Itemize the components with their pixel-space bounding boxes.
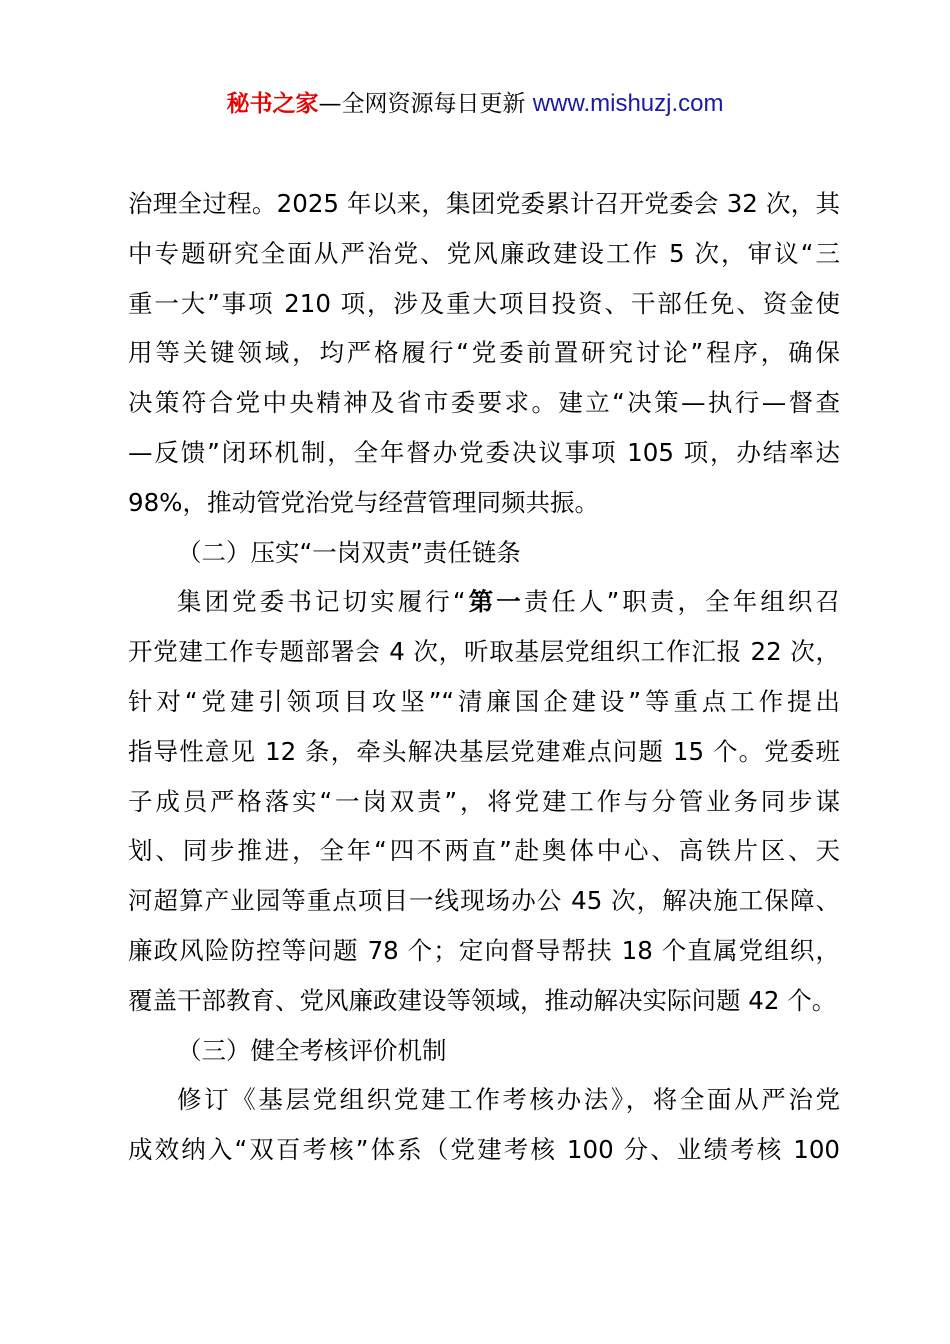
text-line: 成效纳入“双百考核”体系（党建考核 100 分、业绩考核 100 xyxy=(128,1135,840,1165)
text-line: 重一大”事项 210 项，涉及重大项目投资、干部任免、资金使 xyxy=(128,288,840,318)
text-line: —反馈”闭环机制，全年督办党委决议事项 105 项，办结率达 xyxy=(128,437,840,467)
text-line: 指导性意见 12 条，牵头解决基层党建难点问题 15 个。党委班 xyxy=(128,736,840,766)
section-heading-2: （二）压实“一岗双责”责任链条 xyxy=(177,537,521,567)
text-line: 开党建工作专题部署会 4 次，听取基层党组织工作汇报 22 次， xyxy=(128,637,840,667)
site-header xyxy=(0,88,950,120)
site-url-link[interactable]: www.mishuzj.com xyxy=(532,90,724,117)
text-line-first xyxy=(128,584,840,634)
text-segment: 集团党委书记切实履行“ xyxy=(177,587,466,617)
text-line: 修订《基层党组织党建工作考核办法》，将全面从严治党 xyxy=(177,1085,840,1115)
text-line: 针对“党建引领项目攻坚”“清廉国企建设”等重点工作提出 xyxy=(128,686,840,716)
header-slogan: —全网资源每日更新 xyxy=(318,91,533,117)
text-line: 98%，推动管党治党与经营管理同频共振。 xyxy=(128,487,599,517)
text-line: 河超算产业园等重点项目一线现场办公 45 次，解决施工保障、 xyxy=(128,886,840,916)
text-line: 覆盖干部教育、党风廉政建设等领域，推动解决实际问题 42 个。 xyxy=(128,985,837,1015)
text-segment: 责任人”职责，全年组织召 xyxy=(523,587,840,617)
brand-name: 秘书之家 xyxy=(226,91,319,117)
document-body xyxy=(128,186,840,1182)
text-line: 决策符合党中央精神及省市委要求。建立“决策—执行—督查 xyxy=(128,388,840,418)
text-line: 治理全过程。2025 年以来，集团党委累计召开党委会 32 次，其 xyxy=(128,189,840,218)
bold-text: 第一 xyxy=(465,587,524,617)
text-line: 中专题研究全面从严治党、党风廉政建设工作 5 次，审议“三 xyxy=(128,238,840,268)
text-line: 子成员严格落实“一岗双责”，将党建工作与分管业务同步谋 xyxy=(128,786,840,816)
section-heading-3: （三）健全考核评价机制 xyxy=(177,1035,447,1065)
paragraph-assessment xyxy=(128,1082,840,1182)
text-line: 划、同步推进，全年“四不两直”赴奥体中心、高铁片区、天 xyxy=(128,836,840,866)
text-line: 用等关键领域，均严格履行“党委前置研究讨论”程序，确保 xyxy=(128,338,840,368)
paragraph-responsibility-chain xyxy=(128,584,840,1032)
paragraph-decision-process xyxy=(128,186,840,535)
text-line: 廉政风险防控等问题 78 个；定向督导帮扶 18 个直属党组织， xyxy=(128,935,840,965)
